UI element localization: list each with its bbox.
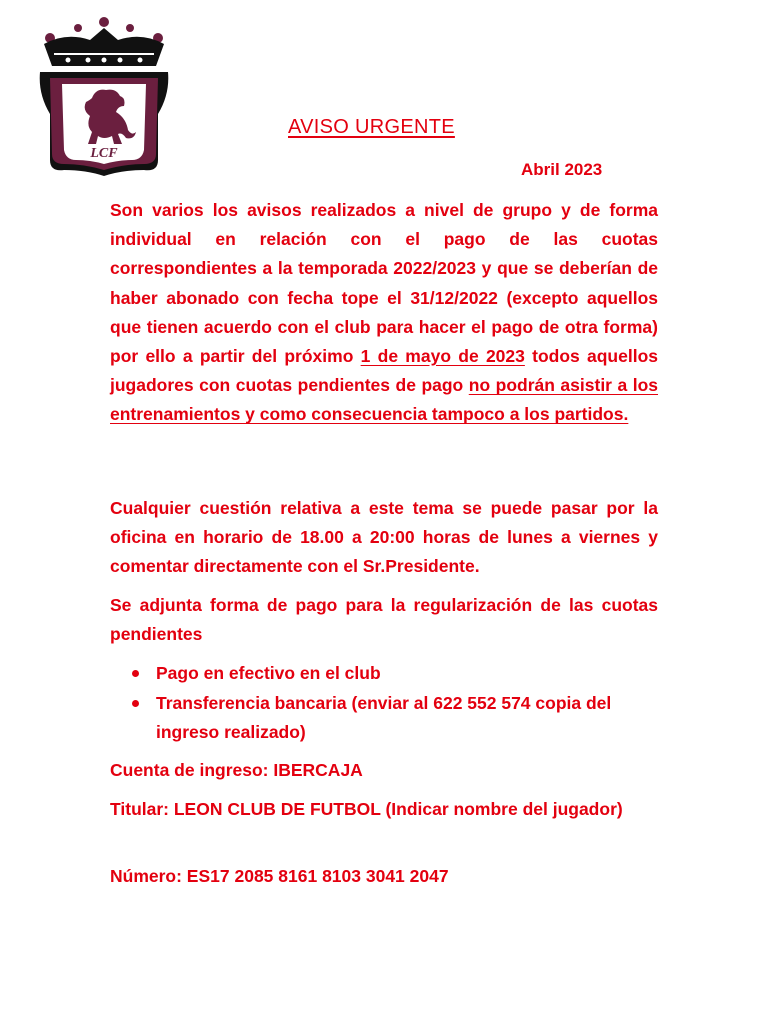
notice-date: Abril 2023	[521, 160, 603, 179]
list-item	[110, 659, 670, 689]
notice-paragraph-2: Cualquier cuestión relativa a este tema se puede pasar por la oficina en horario de 18.00 a 20:00 horas de lunes a viernes y comentar directamente con el Sr.Presidente.	[110, 498, 658, 577]
crown-icon	[44, 17, 164, 66]
list-item	[110, 689, 670, 748]
bullet-icon	[132, 670, 139, 677]
bank-account-line: Cuenta de ingreso: IBERCAJA	[110, 760, 363, 780]
payment-methods-list	[110, 659, 670, 748]
club-crest-logo	[36, 14, 172, 178]
payment-method-transfer: Transferencia bancaria (enviar al 622 552 574 copia del ingreso realizado)	[156, 692, 612, 742]
deadline-date: 1 de mayo de 2023	[360, 346, 525, 367]
page-title: AVISO URGENTE	[288, 116, 455, 138]
paragraph-1-text-b: todos aquellos jugadores con cuotas pendientes de pago	[110, 346, 658, 396]
consequence-warning: no podrán asistir a los entrenamientos y como consecuencia tampoco a los partidos.	[110, 375, 659, 425]
bullet-icon	[132, 700, 139, 707]
crest-monogram: LCF	[90, 146, 118, 161]
notice-paragraph-1	[110, 196, 658, 430]
paragraph-1-text-a: Son varios los avisos realizados a nivel de grupo y de forma individual en relación con el pago de las cuotas correspondientes a la temporada 2022/2023 y que se deberían de haber abonado con fecha tope el 31/12/2022 (excepto aquellos que tienen acuerdo con el club para hacer el pago de otra forma) por ello a partir del próximo	[110, 200, 658, 367]
account-holder-line: Titular: LEON CLUB DE FUTBOL (Indicar nombre del jugador)	[110, 799, 623, 819]
account-number-line: Número: ES17 2085 8161 8103 3041 2047	[110, 866, 449, 886]
notice-paragraph-3: Se adjunta forma de pago para la regularización de las cuotas pendientes	[110, 595, 658, 645]
payment-method-cash: Pago en efectivo en el club	[156, 663, 381, 683]
